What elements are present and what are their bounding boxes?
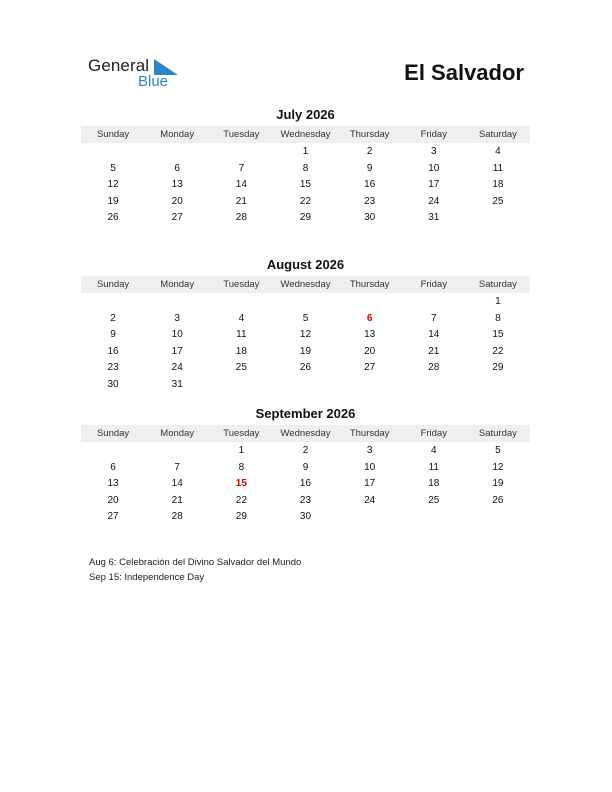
weekday-label: Sunday	[96, 428, 130, 439]
day-cell: 12	[107, 179, 119, 190]
day-cell: 5	[495, 445, 501, 456]
empty-day-cell	[145, 294, 209, 311]
empty-day-cell	[145, 443, 209, 460]
day-cell: 26	[299, 362, 312, 373]
day-cell: 12	[492, 461, 504, 473]
calendar-month-august	[81, 256, 530, 393]
day-cell: 31	[428, 212, 440, 223]
day-cell: 5	[110, 162, 116, 174]
day-cell: 27	[364, 362, 376, 373]
day-cell: 30	[364, 212, 376, 223]
empty-day-cell	[81, 443, 145, 460]
logo-blue-text: Blue	[138, 73, 169, 90]
empty-day-cell	[273, 377, 337, 394]
day-cell: 25	[235, 362, 247, 373]
day-cell: 18	[428, 478, 440, 489]
day-cell: 30	[299, 511, 312, 522]
day-cell: 27	[107, 511, 119, 522]
day-cell: 24	[364, 494, 376, 506]
day-cell: 17	[364, 478, 376, 489]
day-cell: 14	[171, 478, 183, 489]
empty-day-cell	[338, 509, 402, 526]
day-cell: 8	[302, 162, 309, 174]
day-cell: 24	[428, 195, 440, 207]
day-cell: 3	[174, 312, 180, 324]
day-cell: 10	[171, 329, 183, 340]
empty-day-cell	[273, 294, 337, 311]
day-cell: 22	[492, 345, 504, 357]
day-cell: 27	[171, 212, 183, 223]
empty-day-cell	[466, 509, 530, 526]
day-cell: 29	[492, 362, 504, 373]
day-cell: 6	[174, 162, 180, 174]
day-cell: 16	[107, 345, 119, 357]
empty-day-cell	[209, 294, 273, 311]
calendar-month-july	[81, 106, 530, 227]
day-cell: 25	[428, 494, 440, 506]
day-cell: 3	[366, 445, 373, 456]
day-cell: 28	[171, 511, 183, 522]
day-cell: 18	[492, 179, 504, 190]
day-grid	[81, 443, 530, 526]
day-cell: 24	[171, 362, 183, 373]
month-title: September 2026	[255, 406, 356, 421]
day-cell: 10	[364, 461, 376, 473]
empty-day-cell	[145, 144, 209, 161]
weekday-label: Tuesday	[223, 279, 260, 290]
day-cell: 30	[107, 378, 119, 390]
day-cell: 14	[235, 179, 247, 190]
day-cell: 9	[110, 329, 116, 340]
holiday-note: Aug 6: Celebración del Divino Salvador del Mundo	[89, 557, 302, 568]
empty-day-cell	[466, 377, 530, 394]
day-cell: 1	[495, 296, 501, 307]
weekday-label: Thursday	[349, 279, 390, 290]
day-cell: 9	[366, 162, 373, 174]
day-cell: 21	[171, 494, 183, 506]
empty-day-cell	[402, 509, 466, 526]
day-cell: 2	[302, 445, 309, 456]
weekday-label: Thursday	[349, 129, 390, 140]
day-cell: 20	[171, 195, 183, 207]
weekday-label: Tuesday	[223, 129, 260, 140]
holiday-day-cell: 15	[235, 478, 247, 489]
weekday-header	[81, 126, 530, 143]
day-cell: 2	[366, 146, 373, 157]
weekday-label: Saturday	[478, 129, 517, 140]
weekday-label: Friday	[420, 129, 447, 140]
weekday-label: Thursday	[349, 428, 390, 439]
weekday-label: Saturday	[478, 428, 517, 439]
day-cell: 15	[492, 329, 504, 340]
day-cell: 10	[428, 162, 440, 174]
brand-logo	[88, 56, 188, 92]
empty-day-cell	[81, 144, 145, 161]
weekday-label: Wednesday	[280, 129, 331, 140]
day-cell: 11	[492, 162, 504, 174]
day-cell: 25	[492, 195, 504, 207]
day-cell: 20	[364, 345, 376, 357]
weekday-label: Monday	[160, 279, 195, 290]
holiday-note: Sep 15: Independence Day	[89, 572, 205, 583]
month-title: July 2026	[276, 107, 335, 122]
holiday-day-cell: 6	[366, 312, 373, 324]
weekday-label: Tuesday	[223, 428, 260, 439]
empty-day-cell	[209, 377, 273, 394]
day-grid	[81, 294, 530, 393]
day-cell: 17	[171, 345, 183, 357]
day-cell: 19	[299, 345, 312, 357]
day-cell: 23	[107, 362, 119, 373]
empty-day-cell	[209, 144, 273, 161]
day-cell: 13	[364, 329, 376, 340]
day-cell: 9	[302, 461, 309, 473]
day-cell: 14	[428, 329, 440, 340]
day-cell: 28	[428, 362, 440, 373]
day-cell: 21	[235, 195, 247, 207]
day-cell: 5	[302, 312, 309, 324]
day-cell: 11	[428, 461, 439, 473]
day-cell: 23	[299, 494, 312, 506]
day-cell: 17	[428, 179, 440, 190]
day-cell: 1	[238, 445, 245, 456]
day-cell: 7	[238, 162, 245, 174]
day-grid	[81, 144, 530, 227]
day-cell: 4	[238, 312, 245, 324]
day-cell: 29	[235, 511, 247, 522]
day-cell: 13	[107, 478, 119, 489]
day-cell: 6	[110, 461, 116, 473]
empty-day-cell	[402, 294, 466, 311]
day-cell: 26	[107, 212, 119, 223]
empty-day-cell	[338, 294, 402, 311]
day-cell: 16	[364, 179, 376, 190]
day-cell: 3	[430, 146, 437, 157]
day-cell: 20	[107, 494, 119, 506]
day-cell: 31	[171, 378, 183, 390]
weekday-label: Monday	[160, 428, 195, 439]
day-cell: 11	[236, 329, 247, 340]
day-cell: 22	[235, 494, 247, 506]
day-cell: 19	[107, 195, 119, 207]
day-cell: 2	[110, 312, 116, 324]
weekday-header	[81, 276, 530, 293]
weekday-label: Friday	[420, 428, 447, 439]
day-cell: 13	[171, 179, 183, 190]
day-cell: 28	[235, 212, 247, 223]
weekday-label: Sunday	[96, 279, 130, 290]
day-cell: 16	[299, 478, 312, 489]
weekday-label: Friday	[420, 279, 447, 290]
month-title: August 2026	[266, 257, 345, 272]
day-cell: 19	[492, 478, 504, 489]
day-cell: 18	[235, 345, 247, 357]
day-cell: 7	[174, 461, 180, 473]
day-cell: 29	[299, 212, 312, 223]
day-cell: 23	[364, 195, 376, 207]
holiday-notes	[89, 555, 301, 585]
day-cell: 21	[428, 345, 440, 357]
day-cell: 4	[495, 146, 501, 157]
calendar-month-september	[81, 405, 530, 526]
day-cell: 4	[430, 445, 437, 456]
empty-day-cell	[81, 294, 145, 311]
empty-day-cell	[402, 377, 466, 394]
day-cell: 26	[492, 494, 504, 506]
country-title: El Salvador	[404, 60, 524, 85]
weekday-header	[81, 425, 530, 442]
day-cell: 8	[238, 461, 245, 473]
weekday-label: Wednesday	[280, 428, 331, 439]
day-cell: 8	[495, 312, 501, 324]
day-cell: 22	[299, 195, 312, 207]
weekday-label: Monday	[160, 129, 195, 140]
weekday-label: Saturday	[478, 279, 517, 290]
day-cell: 12	[299, 329, 312, 340]
weekday-label: Sunday	[96, 129, 130, 140]
day-cell: 1	[302, 146, 309, 157]
weekday-label: Wednesday	[280, 279, 331, 290]
empty-day-cell	[466, 210, 530, 227]
day-cell: 15	[299, 179, 312, 190]
day-cell: 7	[430, 312, 437, 324]
logo-general-text: General	[88, 56, 150, 75]
empty-day-cell	[338, 377, 402, 394]
